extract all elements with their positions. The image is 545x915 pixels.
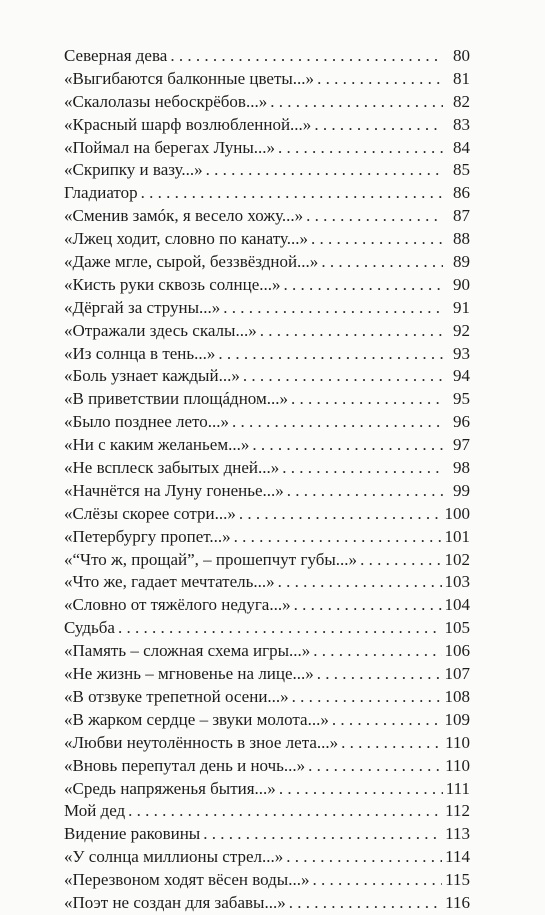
toc-leader-dots bbox=[118, 617, 442, 640]
toc-entry bbox=[64, 823, 470, 846]
toc-entry-page-number: 113 bbox=[445, 824, 470, 844]
toc-entry-title: Видение раковины bbox=[64, 824, 201, 844]
toc-entry-page-number: 97 bbox=[453, 435, 470, 455]
toc-entry-title: «Даже мгле, сырой, беззвёздной...» bbox=[64, 252, 319, 272]
toc-entry-page-number: 95 bbox=[453, 389, 470, 409]
toc-entry-title: «Было позднее лето...» bbox=[64, 412, 229, 432]
toc-entry-title: «Дёргай за струны...» bbox=[64, 297, 221, 317]
toc-entry-page-number: 90 bbox=[453, 274, 470, 294]
toc-leader-dots bbox=[317, 663, 442, 686]
toc-entry-page-number: 101 bbox=[444, 526, 470, 546]
toc-leader-dots bbox=[270, 91, 443, 114]
toc-entry bbox=[64, 457, 470, 480]
toc-entry-page-number: 105 bbox=[444, 618, 470, 638]
toc-entry bbox=[64, 526, 470, 549]
toc-leader-dots bbox=[313, 640, 441, 663]
toc-entry-title: «Петербургу пропет...» bbox=[64, 526, 231, 546]
toc-entry bbox=[64, 663, 470, 686]
toc-entry-title: Судьба bbox=[64, 618, 115, 638]
toc-leader-dots bbox=[308, 755, 442, 778]
toc-entry bbox=[64, 320, 470, 343]
toc-entry bbox=[64, 571, 470, 594]
toc-entry-title: «В отзвуке трепетной осени...» bbox=[64, 686, 289, 706]
toc-leader-dots bbox=[232, 411, 443, 434]
toc-entry-title: «Слёзы скорее сотри...» bbox=[64, 503, 236, 523]
toc-entry-page-number: 94 bbox=[453, 366, 470, 386]
toc-entry bbox=[64, 274, 470, 297]
toc-entry-title: «Ни с каким желаньем...» bbox=[64, 435, 250, 455]
toc-entry-page-number: 96 bbox=[453, 412, 470, 432]
toc-leader-dots bbox=[317, 68, 443, 91]
toc-leader-dots bbox=[289, 892, 442, 915]
toc-entry bbox=[64, 732, 470, 755]
toc-entry bbox=[64, 686, 470, 709]
toc-entry-page-number: 106 bbox=[444, 641, 470, 661]
toc-entry bbox=[64, 709, 470, 732]
toc-leader-dots bbox=[321, 251, 443, 274]
toc-entry-title: «У солнца миллионы стрел...» bbox=[64, 847, 284, 867]
toc-entry-title: «Не всплеск забытых дней...» bbox=[64, 458, 280, 478]
toc-leader-dots bbox=[294, 594, 442, 617]
toc-entry-page-number: 116 bbox=[445, 892, 470, 912]
toc-entry bbox=[64, 45, 470, 68]
table-of-contents bbox=[64, 45, 470, 915]
toc-entry-page-number: 111 bbox=[445, 778, 470, 798]
toc-entry-title: «В жарком сердце – звуки молота...» bbox=[64, 709, 329, 729]
toc-entry-title: «Поймал на берегах Луны...» bbox=[64, 137, 275, 157]
toc-entry-page-number: 103 bbox=[444, 572, 470, 592]
toc-entry-page-number: 81 bbox=[453, 68, 470, 88]
toc-entry-page-number: 98 bbox=[453, 458, 470, 478]
toc-entry-title: «Любви неутолённость в зное лета...» bbox=[64, 732, 339, 752]
toc-leader-dots bbox=[306, 205, 443, 228]
toc-entry-page-number: 86 bbox=[453, 183, 470, 203]
toc-entry bbox=[64, 343, 470, 366]
toc-leader-dots bbox=[332, 709, 442, 732]
toc-leader-dots bbox=[260, 320, 443, 343]
toc-entry bbox=[64, 755, 470, 778]
toc-entry-page-number: 115 bbox=[445, 870, 470, 890]
toc-leader-dots bbox=[279, 778, 443, 801]
toc-entry-title: «Выгибаются балконные цветы...» bbox=[64, 68, 315, 88]
toc-entry-title: «Словно от тяжёлого недуга...» bbox=[64, 595, 291, 615]
toc-entry bbox=[64, 411, 470, 434]
toc-entry-title: «Перезвоном ходят вёсен воды...» bbox=[64, 870, 310, 890]
toc-entry-title: «Отражали здесь скалы...» bbox=[64, 320, 257, 340]
toc-leader-dots bbox=[282, 457, 443, 480]
toc-entry-page-number: 89 bbox=[453, 252, 470, 272]
toc-entry-page-number: 82 bbox=[453, 91, 470, 111]
toc-entry bbox=[64, 114, 470, 137]
toc-leader-dots bbox=[287, 480, 443, 503]
toc-entry bbox=[64, 365, 470, 388]
toc-entry-title: «Начнётся на Луну гоненье...» bbox=[64, 480, 284, 500]
toc-entry bbox=[64, 137, 470, 160]
toc-leader-dots bbox=[278, 137, 443, 160]
toc-leader-dots bbox=[278, 571, 442, 594]
toc-entry-page-number: 80 bbox=[453, 46, 470, 65]
toc-entry-title: «Не жизнь – мгновенье на лице...» bbox=[64, 664, 314, 684]
toc-leader-dots bbox=[239, 503, 442, 526]
toc-entry-page-number: 93 bbox=[453, 343, 470, 363]
toc-entry-page-number: 107 bbox=[444, 664, 470, 684]
toc-entry bbox=[64, 434, 470, 457]
toc-leader-dots bbox=[312, 869, 442, 892]
toc-entry bbox=[64, 640, 470, 663]
toc-entry-page-number: 110 bbox=[445, 732, 470, 752]
toc-entry bbox=[64, 297, 470, 320]
toc-entry-page-number: 109 bbox=[444, 709, 470, 729]
toc-entry-page-number: 114 bbox=[445, 847, 470, 867]
toc-entry bbox=[64, 549, 470, 572]
toc-leader-dots bbox=[341, 732, 442, 755]
toc-leader-dots bbox=[360, 549, 441, 572]
toc-leader-dots bbox=[243, 365, 443, 388]
toc-leader-dots bbox=[311, 228, 443, 251]
toc-entry-title: «Боль узнает каждый...» bbox=[64, 366, 240, 386]
toc-leader-dots bbox=[223, 297, 443, 320]
toc-entry bbox=[64, 869, 470, 892]
toc-entry-title: «Вновь перепутал день и ночь...» bbox=[64, 755, 306, 775]
toc-entry bbox=[64, 91, 470, 114]
toc-leader-dots bbox=[234, 526, 442, 549]
toc-leader-dots bbox=[286, 846, 442, 869]
toc-entry-title: «Сменив замóк, я весело хожу...» bbox=[64, 206, 304, 226]
toc-entry-page-number: 83 bbox=[453, 114, 470, 134]
toc-entry-title: Мой дед bbox=[64, 801, 126, 821]
toc-entry-page-number: 112 bbox=[445, 801, 470, 821]
toc-entry bbox=[64, 778, 470, 801]
toc-entry-title: «Кисть руки сквозь солнце...» bbox=[64, 274, 281, 294]
toc-entry bbox=[64, 503, 470, 526]
toc-entry-page-number: 85 bbox=[453, 160, 470, 180]
toc-leader-dots bbox=[292, 686, 442, 709]
toc-entry-page-number: 92 bbox=[453, 320, 470, 340]
toc-entry-page-number: 102 bbox=[444, 549, 470, 569]
toc-leader-dots bbox=[252, 434, 443, 457]
toc-entry-page-number: 100 bbox=[444, 503, 470, 523]
toc-entry-title: «Скалолазы небоскрёбов...» bbox=[64, 91, 268, 111]
toc-entry-page-number: 84 bbox=[453, 137, 470, 157]
toc-entry bbox=[64, 594, 470, 617]
toc-entry-page-number: 108 bbox=[444, 686, 470, 706]
toc-leader-dots bbox=[218, 343, 443, 366]
toc-entry bbox=[64, 800, 470, 823]
toc-leader-dots bbox=[314, 114, 443, 137]
toc-entry bbox=[64, 388, 470, 411]
toc-entry-page-number: 99 bbox=[453, 480, 470, 500]
toc-entry-title: «Лжец ходит, словно по канату...» bbox=[64, 229, 308, 249]
toc-entry bbox=[64, 205, 470, 228]
toc-entry-title: «Что же, гадает мечтатель...» bbox=[64, 572, 275, 592]
toc-entry-title: «Из солнца в тень...» bbox=[64, 343, 216, 363]
toc-leader-dots bbox=[206, 159, 443, 182]
toc-leader-dots bbox=[128, 800, 442, 823]
toc-entry-page-number: 91 bbox=[453, 297, 470, 317]
toc-entry-title: «Красный шарф возлюбленной...» bbox=[64, 114, 312, 134]
toc-entry bbox=[64, 892, 470, 915]
toc-entry-title: «Средь напряженья бытия...» bbox=[64, 778, 276, 798]
toc-entry bbox=[64, 182, 470, 205]
toc-leader-dots bbox=[291, 388, 443, 411]
toc-entry-title: «Скрипку и вазу...» bbox=[64, 160, 203, 180]
toc-entry bbox=[64, 159, 470, 182]
toc-entry bbox=[64, 617, 470, 640]
toc-entry-title: Гладиатор bbox=[64, 183, 138, 203]
toc-leader-dots bbox=[284, 274, 443, 297]
toc-entry-title: «Память – сложная схема игры...» bbox=[64, 641, 311, 661]
toc-entry-title: «Поэт не создан для забавы...» bbox=[64, 892, 286, 912]
toc-leader-dots bbox=[203, 823, 442, 846]
toc-entry bbox=[64, 846, 470, 869]
toc-entry bbox=[64, 228, 470, 251]
toc-entry-page-number: 104 bbox=[444, 595, 470, 615]
toc-entry bbox=[64, 68, 470, 91]
toc-entry-page-number: 88 bbox=[453, 229, 470, 249]
toc-entry bbox=[64, 480, 470, 503]
toc-entry-title: «“Что ж, прощай”, – прошепчут губы...» bbox=[64, 549, 358, 569]
toc-entry-title: «В приветствии площáдном...» bbox=[64, 389, 288, 409]
toc-leader-dots bbox=[170, 45, 443, 68]
toc-entry-page-number: 87 bbox=[453, 206, 470, 226]
toc-entry bbox=[64, 251, 470, 274]
toc-leader-dots bbox=[141, 182, 443, 205]
toc-entry-page-number: 110 bbox=[445, 755, 470, 775]
toc-entry-title: Северная дева bbox=[64, 46, 168, 65]
